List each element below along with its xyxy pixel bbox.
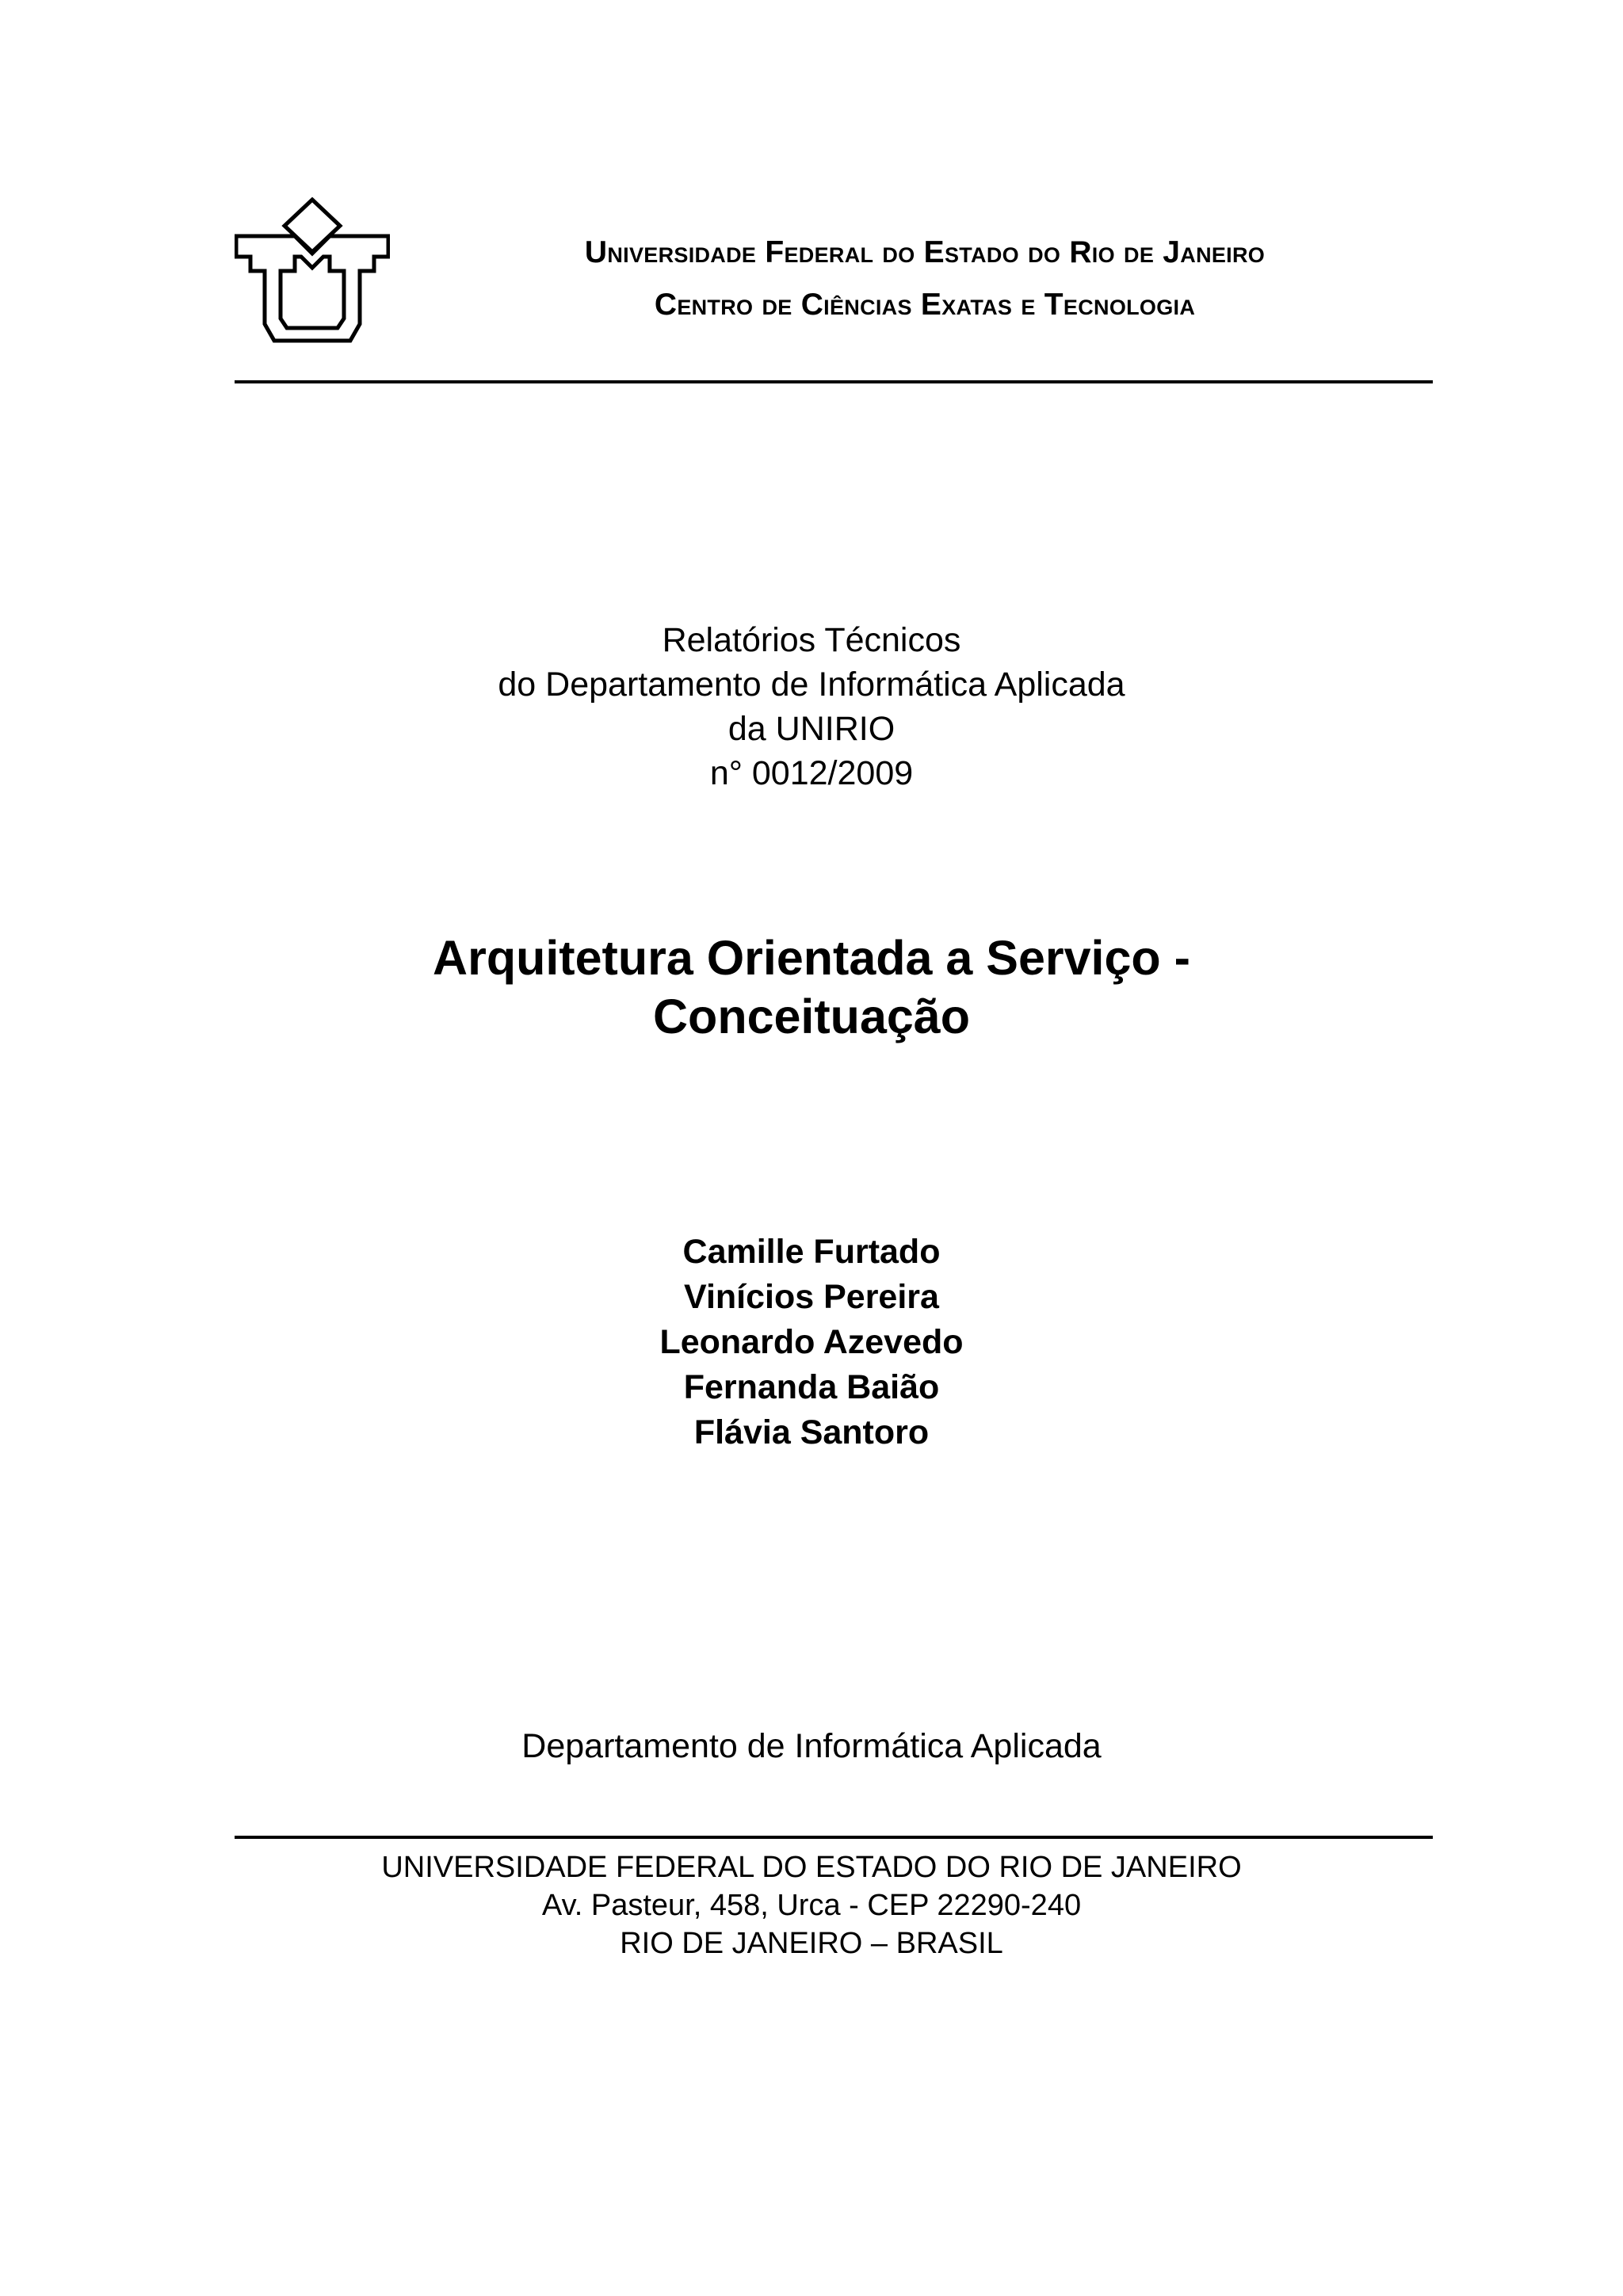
footer-line-3: RIO DE JANEIRO – BRASIL [620, 1927, 1003, 1960]
institution-line-2: Centro de Ciências Exatas e Tecnologia [654, 288, 1196, 322]
footer-line-1: UNIVERSIDADE FEDERAL DO ESTADO DO RIO DE JANEIRO [381, 1851, 1242, 1884]
author-name: Vinícios Pereira [684, 1278, 939, 1316]
author-name: Fernanda Baião [683, 1368, 940, 1406]
author-list [0, 1230, 1623, 1455]
footer-line-2: Av. Pasteur, 458, Urca - CEP 22290-240 [541, 1889, 1082, 1922]
header-divider [235, 380, 1433, 383]
unirio-logo-icon [235, 193, 390, 344]
footer-address [0, 1848, 1623, 1962]
footer-divider [235, 1836, 1433, 1839]
institution-name [417, 227, 1433, 331]
author-name: Camille Furtado [682, 1233, 941, 1271]
author-name: Flávia Santoro [693, 1413, 930, 1451]
title-line-1: Arquitetura Orientada a Serviço - [433, 931, 1190, 985]
series-line-1: Relatórios Técnicos [662, 621, 961, 659]
author-name: Leonardo Azevedo [659, 1323, 964, 1361]
report-number: n° 0012/2009 [709, 754, 914, 792]
institution-line-1: Universidade Federal do Estado do Rio de Janeiro [584, 235, 1266, 269]
report-series [0, 618, 1623, 795]
department-name: Departamento de Informática Aplicada [521, 1727, 1102, 1765]
series-line-3: da UNIRIO [727, 710, 896, 748]
document-header [235, 193, 1433, 344]
title-line-2: Conceituação [653, 990, 970, 1043]
document-title [0, 929, 1623, 1046]
series-line-2: do Departamento de Informática Aplicada [498, 666, 1125, 704]
